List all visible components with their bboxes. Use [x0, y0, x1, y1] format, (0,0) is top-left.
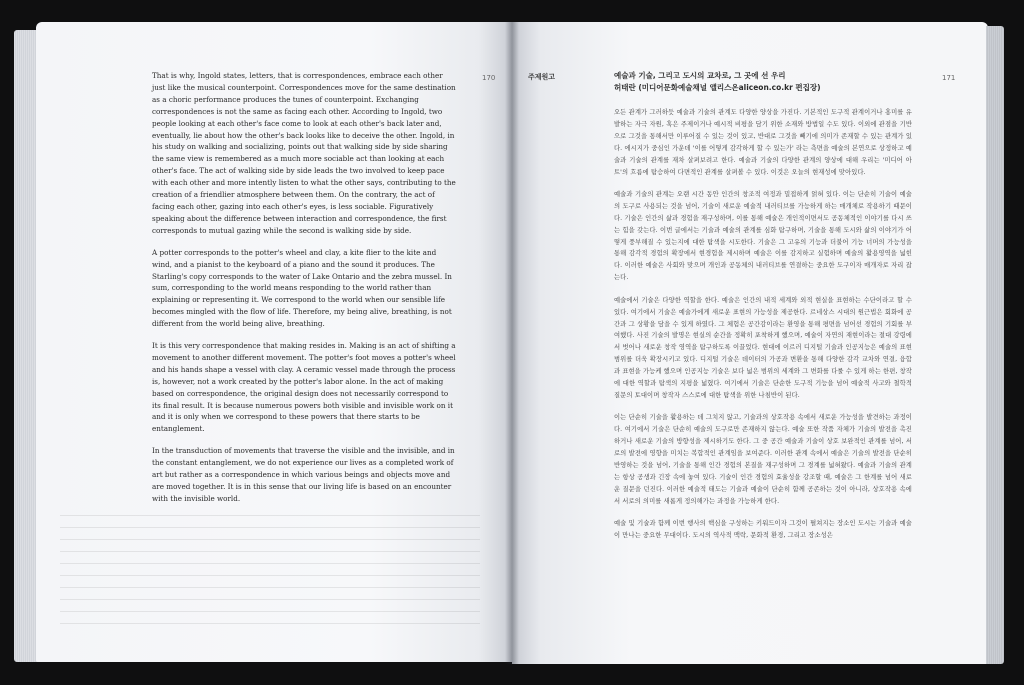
left-paragraph-3: It is this very correspondence that making resides in. Making is an act of shifting a movement to another different movement. The potter's foot moves a potter's wheel and his hands shape a vessel with clay. A ceramic vessel made through the process is, however, not a work created by the potter's labor alone. In the act of making based on correspondence, the original design does not necessarily correspond to its final result. It is because numerous powers both visible and invisible work on it and it is only when we correspond to these powers that there starts to be entanglement.: [152, 341, 456, 434]
left-paragraph-4: In the transduction of movements that traverse the visible and the invisible, and in the constant entanglement, we do not experience our lives as a completed work of art but rather as a correspondence in which various beings and objects move and are moved together. It is in this sense that our living life is based on an encounter with the invisible world.: [152, 446, 455, 503]
right-page-number: 171: [942, 74, 956, 82]
left-paragraph-2: A potter corresponds to the potter's wheel and clay, a kite flier to the kite and wind, and a pianist to the keyboard of a piano and the sound it produces. The Starling's copy corresponds to the water of Lake Ontario and the zebra mussel. In sum, corresponding to the world means responding to the world rather than explaining or representing it. We correspond to the world when our sensible life becomes mingled with the flow of life. Therefore, my being alive, breathing, is not different from the world being alive, breathing.: [152, 247, 452, 329]
left-paragraph-1: That is why, Ingold states, letters, that is correspondences, embrace each other just like the musical counterpoint. Correspondences move for the same destination as a choric performance produces the tunes of counterpoint. Exchanging correspondences is not the same as facing each other. According to Ingold, two people looking at each other's face come to look at each other's back later and, eventually, lie about how the other's back looks like to deceive the other. Ingold, in his study on walking and socializing, points out that walking side by side sharing the same view is remembered as a much more sociable act than looking at each other's face. The act of walking side by side leads the two involved to keep pace with each other and more intently listen to what the other says, contributing to the creation of a friendlier atmosphere between them. On the contrary, the act of facing each other, gazing into each other's eyes, is less sociable. Figuratively speaking about the difference between interaction and correspondence, the first corresponds to mutual gazing while the second is walking side by side.: [152, 71, 456, 235]
right-paragraph-5: 예술 및 기술과 함께 이번 행사의 핵심을 구성하는 키워드이자 그것이 펼쳐지는 장소인 도시는 기술과 예술이 만나는 중요한 무대이다. 도시의 역사적 맥락, 문화적 환경, 그리고 장소성은: [614, 520, 912, 539]
right-paragraph-4: 이는 단순히 기술을 활용하는 데 그치지 않고, 기술과의 상호작용 속에서 새로운 가능성을 발견하는 과정이다. 여기에서 기술은 단순히 예술의 도구로만 존재하지 않는다. 예술 또한 작품 자체가 기술의 발전을 촉진하거나 새로운 기술의 방향성을 제시하기도 한다. 그 중 공간 예술과 기술이 상호 보완적인 관계를 넘어, 서로의 발전에 영향을 미치는 복합적인 관계임을 보여준다. 이러한 관계 속에서 예술은 기술의 발전을 단순히 반영하는 것을 넘어, 기술을 통해 인간 경험의 본질을 재구성하며 그 경계를 넓혀왔다. 예술과 기술의 관계는 항상 공생과 긴장 속에 놓여 있다. 기술이 인간 경험의 효율성을 강조할 때, 예술은 그 한계를 넘어 새로운 질문을 던진다. 이러한 예술적 태도는 기술과 예술이 단순히 함께 공존하는 것이 아니라, 상호작용 속에서 서로의 의미를 새롭게 정의해가는 과정을 가능하게 한다.: [614, 414, 912, 505]
show-through-lines: [60, 515, 480, 635]
article-title: 예술과 기술, 그리고 도시의 교차로, 그 곳에 선 우리: [614, 71, 786, 80]
right-paragraph-2: 예술과 기술의 관계는 오랜 시간 동안 인간의 창조적 여정과 밀접하게 얽혀 있다. 이는 단순히 기술이 예술의 도구로 사용되는 것을 넘어, 기술이 새로운 예술적 내러티브를 가능하게 하는 매개체로 작용하기 때문이다. 기술은 인간의 삶과 경험을 재구성하며, 이를 통해 예술은 개인적이면서도 공동체적인 이야기를 다시 쓰는 힘을 갖는다. 이번 글에서는 기술과 예술의 관계를 심화 탐구하며, 기술을 통해 도시와 삶의 이야기가 어떻게 풍부해질 수 있는지에 대한 탐색을 시도한다. 기술은 그 고유의 기능과 더불어 기능 너머의 가능성을 통해 감각적 경험의 확장에서 현경험을 제시하며 예술은 이를 감지하고 실험하며 예술의 활용영역을 넓힌다. 이러한 예술은 사회와 맞으며 개인과 공동체의 내러티브를 연결하는 중요한 도구이자 매개자로 자리 잡는다.: [614, 190, 912, 282]
book-gutter: [505, 22, 519, 664]
left-body-text: [152, 70, 456, 515]
right-body-text: [614, 107, 912, 552]
article-header: [614, 70, 914, 93]
article-author: 허태란 (미디어문화예술채널 앨리스온aliceon.co.kr 편집장): [614, 82, 821, 92]
right-paragraph-1: 오든 관계가 그러하듯 예술과 기술의 관계도 다양한 양상을 가진다. 기본적인 도구적 관계이거나 홍미를 유발하는 자극 자원, 혹은 주제이거나 예시적 비평을 담기 위한 소재와 방법일 수도 있다. 이외에 관점을 기반으로 그것을 통해서만 이루어질 수 있는 것이 있고, 반대로 그것을 빼기에 의미가 존재할 수 있는 관계가 있다. 에시지가 중심인 가운데 '이를 어떻게 감각하게 할 수 있는가' 라는 측면을 예술의 본연으로 상정하고 예술과 기술의 관계를 재차 살펴보려고 한다. 예술과 기술의 다양한 관계의 양상에 대해 우리는 '미디어 아트'의 흐름에 탐승하여 다면적인 관계를 살펴볼 수 있다. 이것은 오늘의 현재성에 맞아있다.: [614, 109, 912, 176]
right-paragraph-3: 예술에서 기술은 다양한 역할을 한다. 예술은 인간의 내적 세계와 외적 현실을 표현하는 수단이라고 할 수 있다. 여기에서 기술은 예술가에게 새로운 표현의 가능성을 제공한다. 르네상스 시대의 원근법은 회화에 공간과 그 상황을 담을 수 있게 하였다. 그 체험은 공간감이라는 환영을 통해 평면을 넘어선 경험의 기회를 부여했다. 사진 기술의 발명은 현실의 순간을 정확히 포착하게 했으며, 예술이 자연의 재현이라는 절대 강령에서 벗어나 새로운 창작 영역을 탐구하도록 이끌었다. 현대에 이르러 디지털 기술과 인공지능은 예술의 표현 범위를 더욱 확장시키고 있다. 디지털 기술은 데이터의 가공과 변환을 통해 다양한 감각 교차와 연결, 융합과 표현을 가능케 했으며 인공지능 기술은 보다 넓은 범위의 세계와 그 변화를 다룰 수 있게 하는 한편, 창작에 대한 역할과 탐색의 지평을 넓혔다. 여기에서 기술은 단순한 도구적 기능을 넘어 예술적 사고와 철학적 질문의 토대이며 창작자 스스로에 대한 탐색을 위한 나침반이 된다.: [614, 296, 912, 399]
section-label: 주제원고: [528, 73, 556, 81]
right-page-edges: [986, 26, 1004, 664]
left-page-number: 170: [482, 74, 496, 82]
